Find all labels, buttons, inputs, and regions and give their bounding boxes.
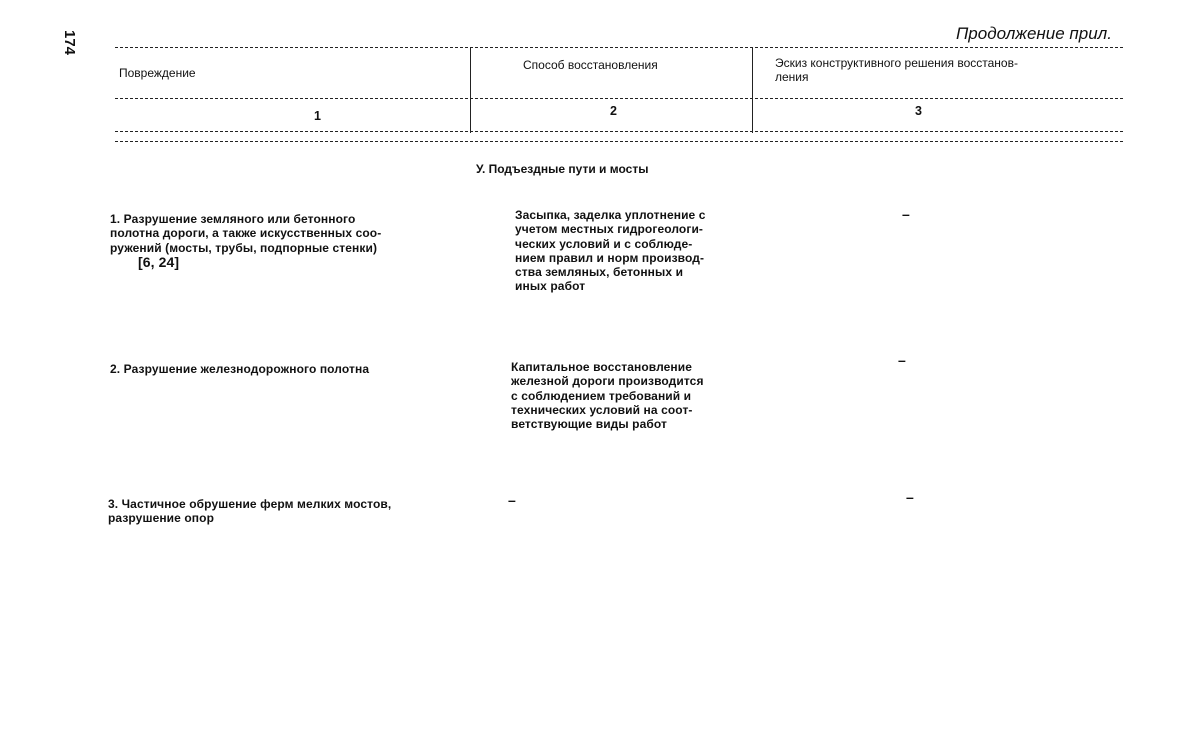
row-1-damage: 1. Разрушение земляного или бетонного полотна дороги, а также искусственных соо- ружений (мосты, трубы, подпорные стенки) <box>110 212 382 255</box>
header-bottom-rule-2 <box>115 141 1123 142</box>
row-1-reference: [6, 24] <box>138 254 180 270</box>
section-title: У. Подъездные пути и мосты <box>476 162 649 176</box>
column-header-sketch: Эскиз конструктивного решения восстанов- ления <box>775 56 1018 84</box>
column-header-damage: Повреждение <box>119 66 196 80</box>
row-2-method: Капитальное восстановление железной дороги производится с соблюдением требований и технических условий на соот- ветствующие виды работ <box>511 360 704 432</box>
column-number-3: 3 <box>915 104 922 118</box>
header-bottom-rule <box>115 131 1123 132</box>
row-3-sketch: – <box>906 489 914 505</box>
column-divider-1 <box>470 47 471 133</box>
row-2-sketch: – <box>898 352 906 368</box>
table-header <box>115 47 1123 143</box>
column-header-method: Способ восстановления <box>523 58 658 72</box>
column-divider-2 <box>752 47 753 133</box>
page-number: 174 <box>61 30 78 56</box>
header-middle-rule <box>115 98 1123 99</box>
continuation-label: Продолжение прил. <box>955 24 1112 43</box>
header-top-rule <box>115 47 1123 48</box>
row-1-method: Засыпка, заделка уплотнение с учетом местных гидрогеологи- ческих условий и с соблюде- нием правил и норм производ- ства земляных, бетонных и иных работ <box>515 208 706 294</box>
column-number-1: 1 <box>314 109 321 123</box>
row-1-sketch: – <box>902 206 910 222</box>
row-3-damage: 3. Частичное обрушение ферм мелких мостов, разрушение опор <box>108 497 392 526</box>
column-number-2: 2 <box>610 104 617 118</box>
row-2-damage: 2. Разрушение железнодорожного полотна <box>110 362 370 376</box>
row-3-method: – <box>508 492 516 508</box>
